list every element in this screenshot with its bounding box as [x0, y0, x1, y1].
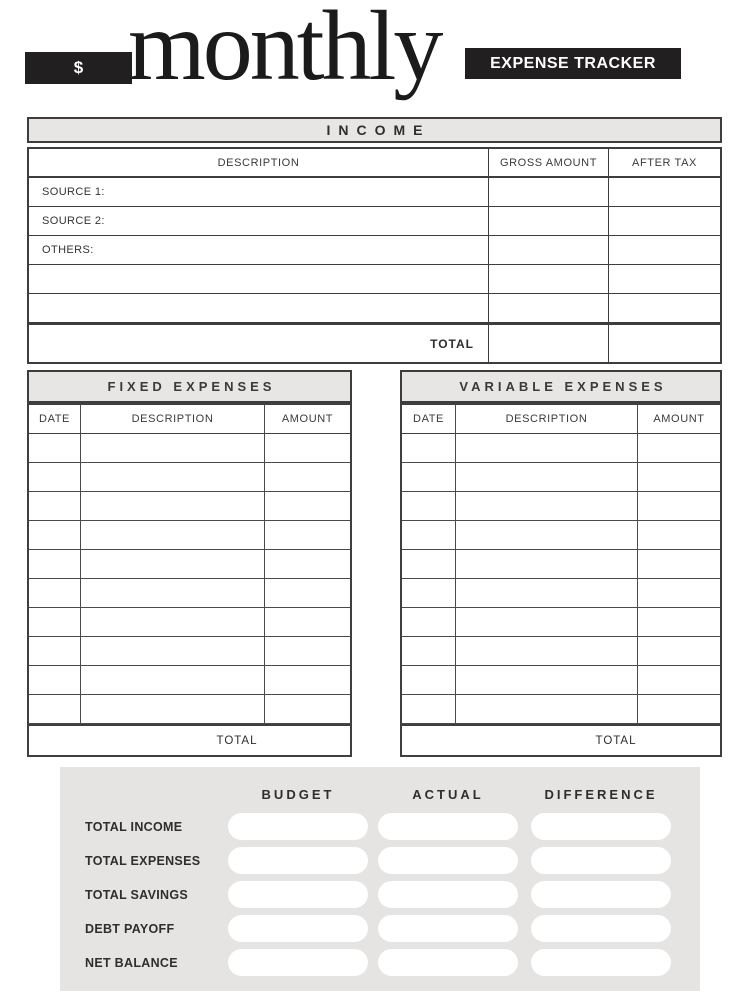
income-total-row — [29, 323, 720, 362]
fixed-expense-row — [29, 666, 350, 695]
variable-date-cell[interactable] — [402, 492, 456, 520]
fixed-expense-row — [29, 492, 350, 521]
summary-row — [60, 844, 700, 877]
variable-date-cell[interactable] — [402, 463, 456, 491]
budget-field[interactable] — [228, 949, 368, 976]
fixed-amount-cell[interactable] — [265, 666, 350, 694]
income-table-row — [29, 265, 720, 294]
fixed-amount-cell[interactable] — [265, 608, 350, 636]
variable-amount-cell[interactable] — [638, 550, 720, 578]
dollar-badge — [25, 52, 132, 84]
summary-column-difference: DIFFERENCE — [544, 786, 658, 802]
difference-field[interactable] — [531, 813, 671, 840]
variable-description-cell[interactable] — [456, 579, 638, 607]
income-column-after-tax: AFTER TAX — [632, 156, 697, 169]
fixed-expenses-section — [27, 370, 352, 757]
variable-amount-cell[interactable] — [638, 608, 720, 636]
fixed-date-cell[interactable] — [29, 579, 81, 607]
fixed-amount-cell[interactable] — [265, 579, 350, 607]
summary-row — [60, 810, 700, 843]
budget-field[interactable] — [228, 813, 368, 840]
fixed-amount-cell[interactable] — [265, 434, 350, 462]
summary-row — [60, 946, 700, 979]
actual-field[interactable] — [378, 949, 518, 976]
variable-date-cell[interactable] — [402, 434, 456, 462]
fixed-description-cell[interactable] — [81, 637, 265, 665]
variable-amount-cell[interactable] — [638, 434, 720, 462]
fixed-amount-cell[interactable] — [265, 637, 350, 665]
income-description-cell[interactable] — [29, 265, 489, 293]
variable-description-cell[interactable] — [456, 666, 638, 694]
summary-body — [60, 810, 700, 979]
summary-row-label: TOTAL SAVINGS — [85, 887, 188, 902]
budget-field[interactable] — [228, 847, 368, 874]
variable-expense-row — [402, 637, 720, 666]
page-title: monthly — [128, 0, 441, 101]
difference-field[interactable] — [531, 949, 671, 976]
fixed-expense-row — [29, 434, 350, 463]
fixed-expense-row — [29, 637, 350, 666]
variable-description-cell[interactable] — [456, 608, 638, 636]
variable-expenses-total-label: TOTAL — [595, 734, 637, 747]
income-gross-amount-cell[interactable] — [489, 294, 609, 322]
variable-expenses-section — [400, 370, 722, 757]
fixed-date-cell[interactable] — [29, 695, 81, 723]
income-gross-amount-cell[interactable] — [489, 265, 609, 293]
variable-description-cell[interactable] — [456, 492, 638, 520]
variable-date-cell[interactable] — [402, 579, 456, 607]
fixed-description-cell[interactable] — [81, 521, 265, 549]
fixed-amount-cell[interactable] — [265, 695, 350, 723]
fixed-column-amount: AMOUNT — [281, 413, 334, 425]
variable-column-date: DATE — [402, 405, 456, 433]
fixed-expense-row — [29, 695, 350, 724]
page-subtitle-badge: EXPENSE TRACKER — [465, 48, 681, 79]
variable-expense-row — [402, 608, 720, 637]
income-table-body — [29, 178, 720, 323]
fixed-date-cell[interactable] — [29, 521, 81, 549]
variable-expense-row — [402, 579, 720, 608]
variable-date-cell[interactable] — [402, 666, 456, 694]
dollar-icon: $ — [73, 58, 84, 77]
summary-row-label: TOTAL INCOME — [85, 819, 183, 834]
variable-expense-row — [402, 492, 720, 521]
fixed-expenses-header-row — [29, 405, 350, 434]
fixed-expense-row — [29, 579, 350, 608]
income-after-tax-cell[interactable] — [609, 236, 720, 264]
summary-row-label: DEBT PAYOFF — [85, 921, 175, 936]
variable-expense-row — [402, 434, 720, 463]
difference-field[interactable] — [531, 915, 671, 942]
fixed-description-cell[interactable] — [81, 695, 265, 723]
variable-amount-cell[interactable] — [638, 521, 720, 549]
variable-description-cell[interactable] — [456, 463, 638, 491]
fixed-amount-cell[interactable] — [265, 521, 350, 549]
variable-column-description: DESCRIPTION — [456, 405, 638, 433]
income-total-gross-cell[interactable] — [489, 325, 609, 362]
fixed-expense-row — [29, 550, 350, 579]
variable-expenses-header-row — [402, 405, 720, 434]
fixed-column-description: DESCRIPTION — [81, 405, 265, 433]
variable-description-cell[interactable] — [456, 550, 638, 578]
income-after-tax-cell[interactable] — [609, 207, 720, 235]
variable-expenses-body — [402, 434, 720, 724]
variable-expenses-total-row — [402, 724, 720, 755]
variable-description-cell[interactable] — [456, 695, 638, 723]
variable-amount-cell[interactable] — [638, 579, 720, 607]
summary-column-budget: BUDGET — [261, 786, 335, 802]
fixed-expenses-total-row — [29, 724, 350, 755]
actual-field[interactable] — [378, 813, 518, 840]
variable-expense-row — [402, 550, 720, 579]
income-description-cell[interactable]: SOURCE 1: — [29, 178, 489, 206]
fixed-date-cell[interactable] — [29, 608, 81, 636]
variable-amount-cell[interactable] — [638, 463, 720, 491]
fixed-amount-cell[interactable] — [265, 492, 350, 520]
variable-amount-cell[interactable] — [638, 637, 720, 665]
expenses-section — [27, 370, 722, 757]
income-section-header: INCOME — [27, 117, 722, 143]
variable-amount-cell[interactable] — [638, 695, 720, 723]
actual-field[interactable] — [378, 881, 518, 908]
fixed-expense-row — [29, 463, 350, 492]
fixed-expenses-body — [29, 434, 350, 724]
fixed-date-cell[interactable] — [29, 492, 81, 520]
income-column-gross-amount: GROSS AMOUNT — [489, 149, 609, 176]
income-after-tax-cell[interactable] — [609, 294, 720, 322]
fixed-description-cell[interactable] — [81, 550, 265, 578]
fixed-description-cell[interactable] — [81, 666, 265, 694]
fixed-amount-cell[interactable] — [265, 550, 350, 578]
actual-field[interactable] — [378, 847, 518, 874]
fixed-date-cell[interactable] — [29, 550, 81, 578]
income-description-cell[interactable] — [29, 294, 489, 322]
variable-amount-cell[interactable] — [638, 492, 720, 520]
summary-row-label: NET BALANCE — [85, 955, 178, 970]
fixed-expenses-table — [27, 403, 352, 757]
fixed-date-cell[interactable] — [29, 666, 81, 694]
income-table-row — [29, 178, 720, 207]
variable-date-cell[interactable] — [402, 695, 456, 723]
actual-field[interactable] — [378, 915, 518, 942]
variable-date-cell[interactable] — [402, 608, 456, 636]
income-gross-amount-cell[interactable] — [489, 207, 609, 235]
budget-summary-section — [60, 767, 700, 991]
income-table — [27, 147, 722, 364]
income-table-row — [29, 294, 720, 323]
fixed-date-cell[interactable] — [29, 637, 81, 665]
budget-field[interactable] — [228, 915, 368, 942]
variable-description-cell[interactable] — [456, 434, 638, 462]
fixed-column-date: DATE — [29, 405, 81, 433]
fixed-date-cell[interactable] — [29, 463, 81, 491]
summary-row — [60, 912, 700, 945]
income-total-label: TOTAL — [29, 325, 489, 362]
fixed-description-cell[interactable] — [81, 463, 265, 491]
income-description-cell[interactable]: OTHERS: — [29, 236, 489, 264]
variable-expense-row — [402, 463, 720, 492]
variable-expense-row — [402, 666, 720, 695]
fixed-amount-cell[interactable] — [265, 463, 350, 491]
summary-row-label: TOTAL EXPENSES — [85, 853, 201, 868]
income-after-tax-cell[interactable] — [609, 178, 720, 206]
summary-column-actual: ACTUAL — [412, 786, 484, 802]
difference-field[interactable] — [531, 881, 671, 908]
page-header — [0, 0, 749, 117]
fixed-date-cell[interactable] — [29, 434, 81, 462]
income-table-header-row — [29, 149, 720, 178]
summary-row — [60, 878, 700, 911]
variable-date-cell[interactable] — [402, 637, 456, 665]
variable-date-cell[interactable] — [402, 521, 456, 549]
variable-amount-cell[interactable] — [638, 666, 720, 694]
income-column-description: DESCRIPTION — [29, 149, 489, 176]
fixed-expenses-total-label: TOTAL — [216, 734, 258, 747]
fixed-expenses-header: FIXED EXPENSES — [27, 370, 352, 403]
variable-expenses-table — [400, 403, 722, 757]
variable-expense-row — [402, 695, 720, 724]
fixed-expense-row — [29, 608, 350, 637]
income-gross-amount-cell[interactable] — [489, 178, 609, 206]
variable-column-amount: AMOUNT — [653, 413, 705, 425]
income-table-row — [29, 236, 720, 265]
fixed-description-cell[interactable] — [81, 434, 265, 462]
difference-field[interactable] — [531, 847, 671, 874]
budget-field[interactable] — [228, 881, 368, 908]
income-total-after-tax-cell[interactable] — [609, 325, 720, 362]
income-table-row — [29, 207, 720, 236]
income-gross-amount-cell[interactable] — [489, 236, 609, 264]
income-after-tax-cell[interactable] — [609, 265, 720, 293]
variable-expense-row — [402, 521, 720, 550]
fixed-expense-row — [29, 521, 350, 550]
fixed-description-cell[interactable] — [81, 492, 265, 520]
variable-date-cell[interactable] — [402, 550, 456, 578]
variable-description-cell[interactable] — [456, 521, 638, 549]
income-section — [27, 117, 722, 364]
fixed-description-cell[interactable] — [81, 608, 265, 636]
variable-expenses-header: VARIABLE EXPENSES — [400, 370, 722, 403]
summary-header-row — [60, 779, 700, 809]
variable-description-cell[interactable] — [456, 637, 638, 665]
fixed-description-cell[interactable] — [81, 579, 265, 607]
income-description-cell[interactable]: SOURCE 2: — [29, 207, 489, 235]
